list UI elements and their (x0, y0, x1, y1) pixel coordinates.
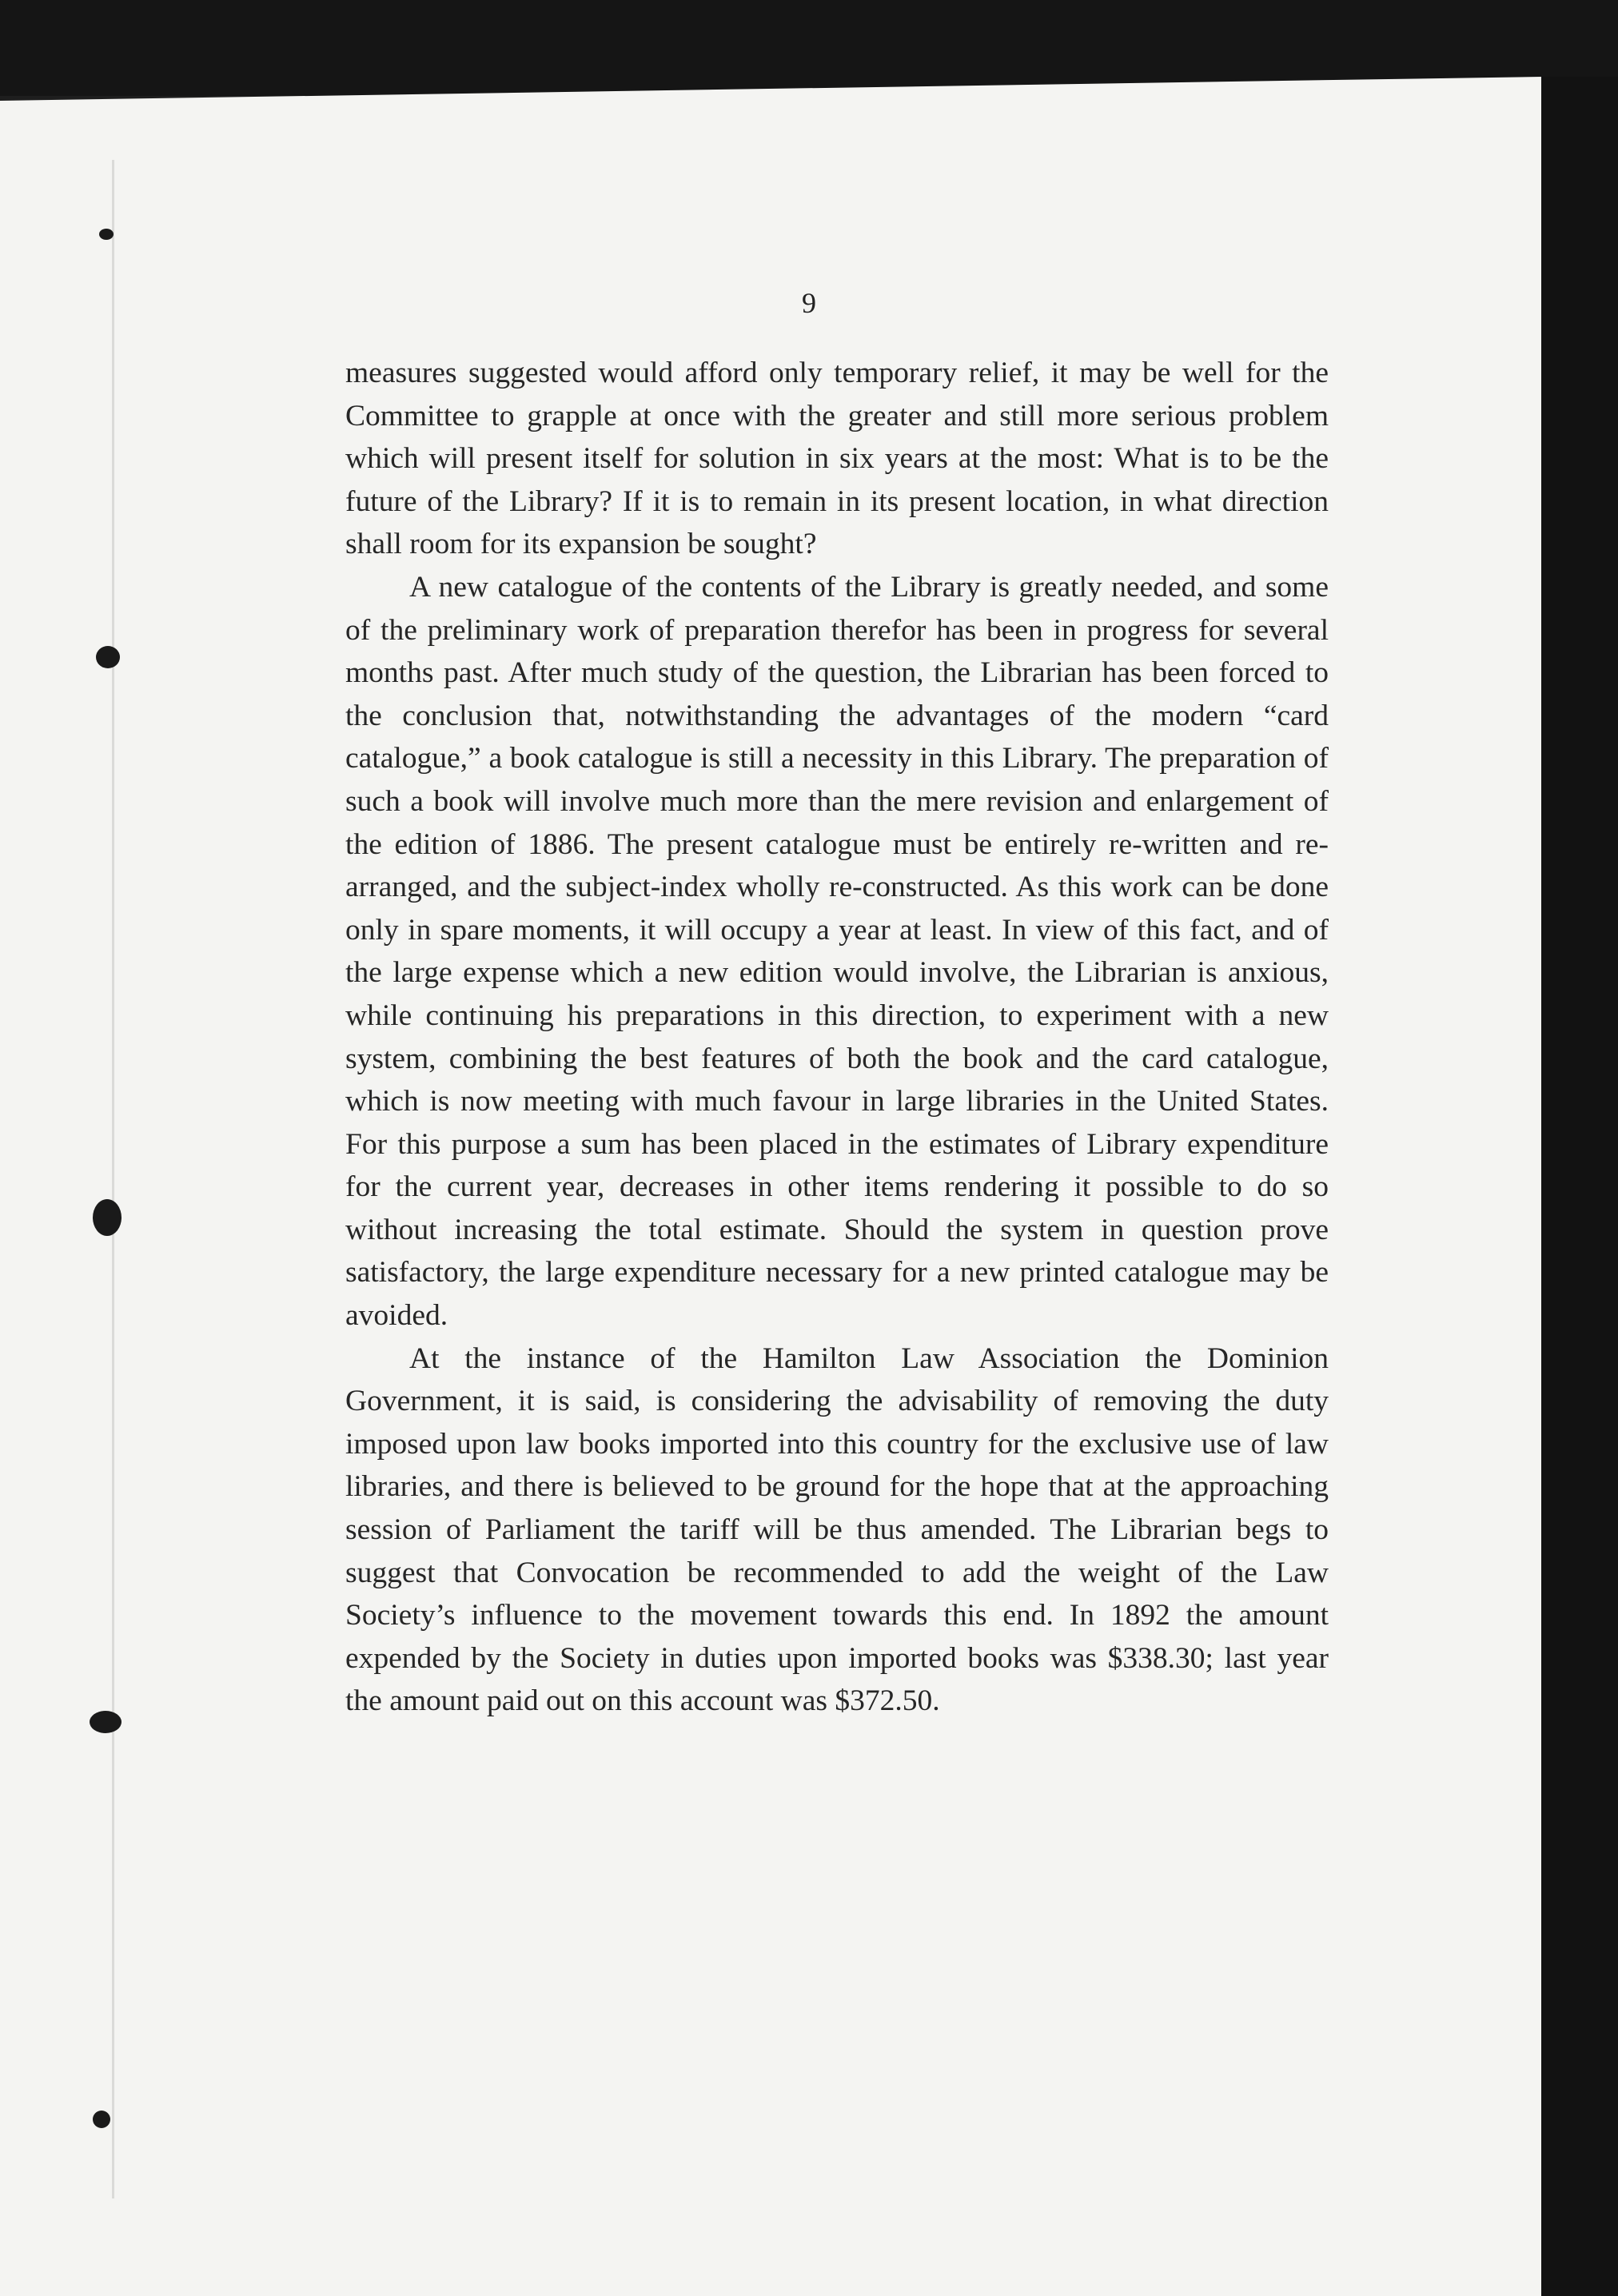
binding-hole-mark (96, 646, 120, 668)
binding-edge (112, 160, 114, 2198)
binding-hole-mark (90, 1711, 122, 1733)
binding-hole-mark (99, 229, 114, 240)
paragraph: measures suggested would afford only temporary relief, it may be well for the Committee to grapple at once with the greater and still more serious problem which will present itself for solution in six years at the most: What is to be the future of the Library? If it is to remain in its present location, in what direction shall room for its expansion be sought? (345, 357, 1329, 561)
body-text (345, 352, 1329, 1723)
paragraph: At the instance of the Hamilton Law Association the Dominion Government, it is said, is considering the advisability of removing the duty imposed upon law books imported into this country for the exclusive use of law libraries, and there is believed to be ground for the hope that at the approaching session of Parliament the tariff will be thus amended. The Librarian begs to suggest that Convocation be recommended to add the weight of the Law Society’s influence to the movement towards this end. In 1892 the amount expended by the Society in duties upon imported books was $338.30; last year the amount paid out on this account was $372.50. (345, 1341, 1329, 1718)
page-number: 9 (802, 287, 816, 319)
scan-right-border (1541, 77, 1618, 2296)
binding-hole-mark (93, 2111, 110, 2128)
binding-hole-mark (93, 1199, 122, 1236)
paragraph: A new catalogue of the contents of the Library is greatly needed, and some of the preliminary work of preparation therefor has been in progress for several months past. After much study of the question, the Librarian has been forced to the conclusion that, notwithstanding the advantages of the modern “card catalogue,” a book catalogue is still a necessity in this Library. The preparation of such a book will involve much more than the mere revision and enlargement of the edition of 1886. The present catalogue must be entirely re-written and re-arranged, and the subject-index wholly re-constructed. As this work can be done only in spare moments, it will occupy a year at least. In view of this fact, and of the large expense which a new edition would involve, the Librarian is anxious, while continuing his preparations in this direction, to experiment with a new system, combining the best features of both the book and the card catalogue, which is now meeting with much favour in large libraries in the United States. For this purpose a sum has been placed in the estimates of Library expenditure for the current year, decreases in other items rendering it possible to do so without increasing the total estimate. Should the system in question prove satisfactory, the large expenditure necessary for a new printed catalogue may be avoided. (345, 570, 1329, 1333)
